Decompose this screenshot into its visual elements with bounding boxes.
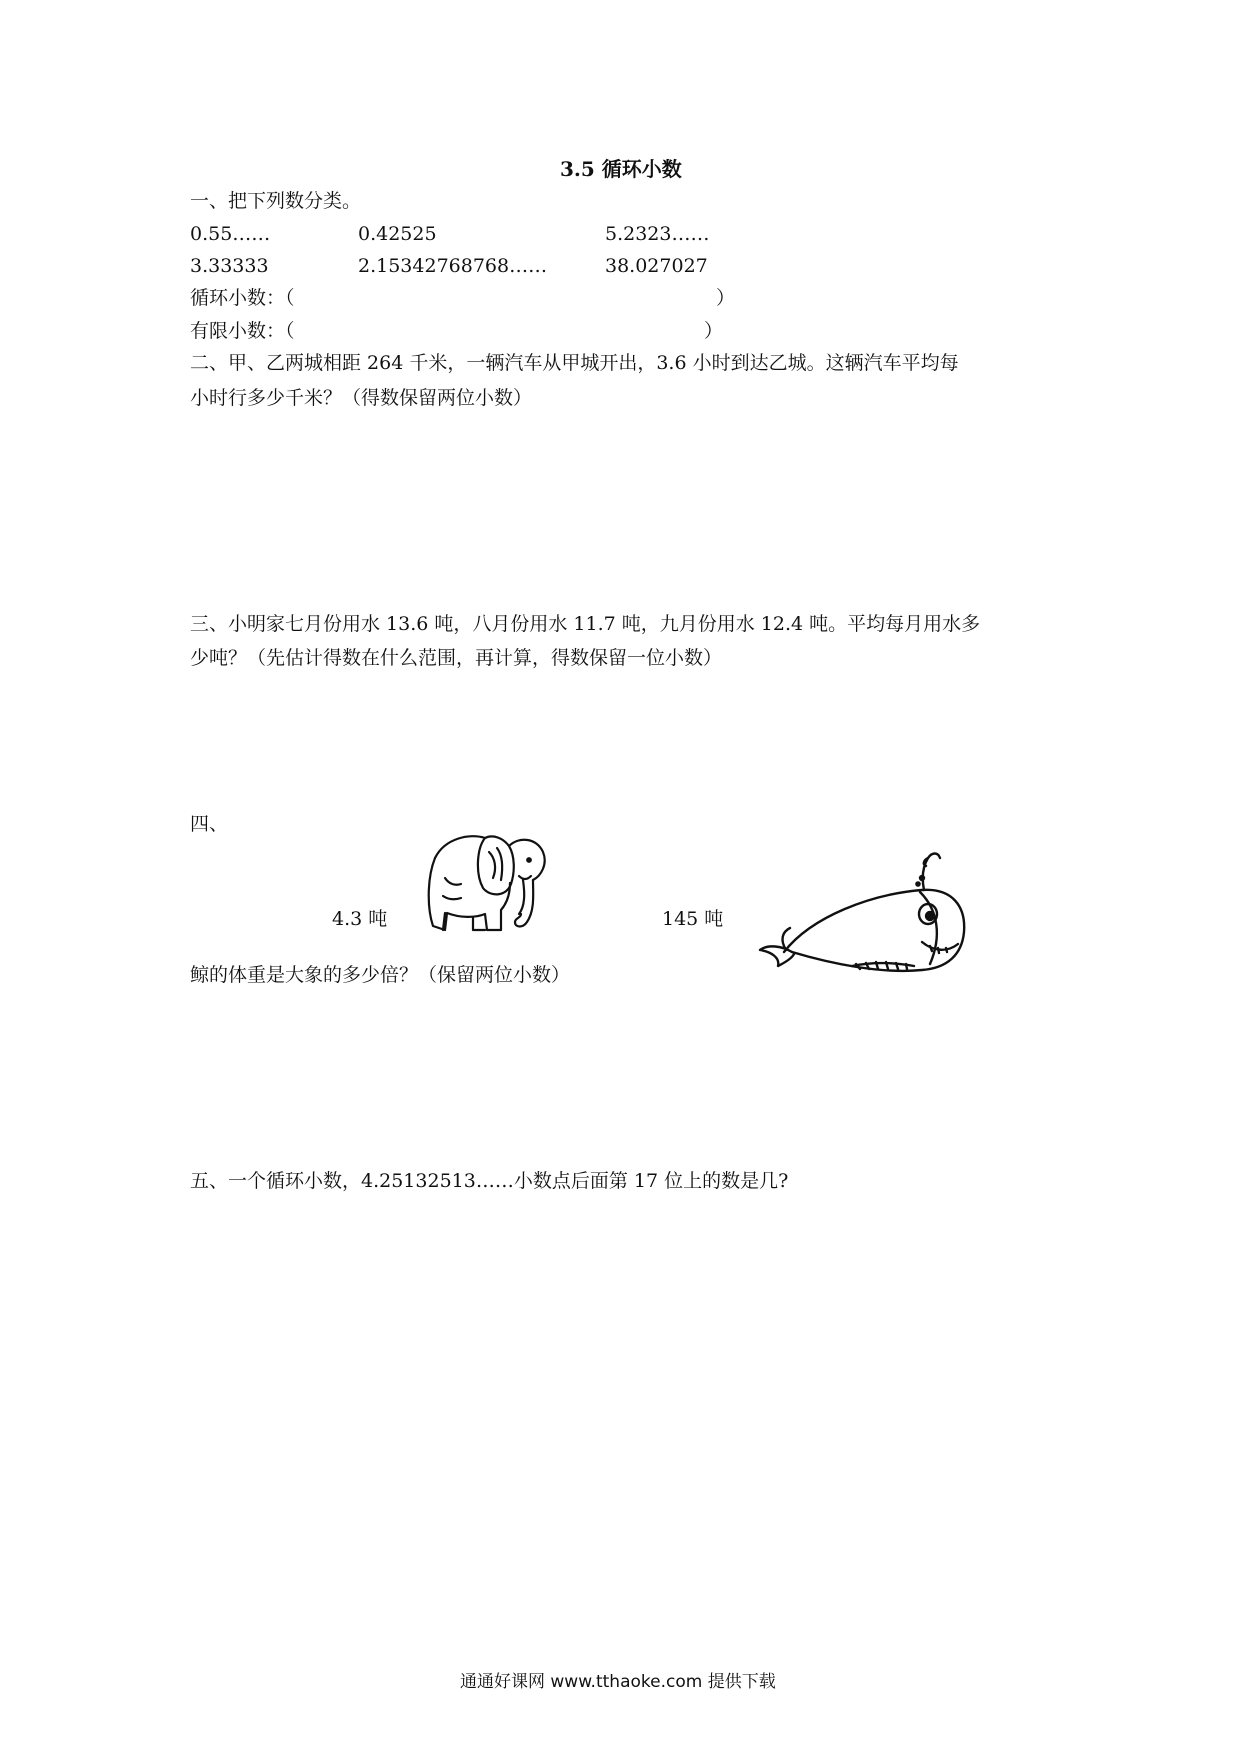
q4-heading: 四、 [190,813,229,835]
q1-number-3: 5.2323…… [605,223,710,245]
elephant-weight: 4.3 吨 [332,908,388,930]
q1-number-6: 38.027027 [605,255,708,277]
q1-number-4: 3.33333 [190,255,269,277]
q1-number-2: 0.42525 [358,223,437,245]
whale-icon [752,840,974,990]
q1-heading: 一、把下列数分类。 [190,190,362,212]
q1-number-1: 0.55…… [190,223,271,245]
q2-line-2: 小时行多少千米？（得数保留两位小数） [190,387,533,409]
q5-line-1: 五、一个循环小数，4.25132513……小数点后面第 17 位上的数是几? [190,1170,789,1192]
footer-credit: 通通好课网 www.tthaoke.com 提供下载 [460,1672,776,1692]
q1-number-5: 2.15342768768…… [358,255,548,277]
whale-weight: 145 吨 [662,908,724,930]
q1-finite-close: ） [704,320,724,342]
q4-question: 鲸的体重是大象的多少倍？（保留两位小数） [190,964,571,986]
q2-line-1: 二、甲、乙两城相距 264 千米，一辆汽车从甲城开出，3.6 小时到达乙城。这辆汽车平均每 [190,352,959,374]
q3-line-1: 三、小明家七月份用水 13.6 吨，八月份用水 11.7 吨，九月份用水 12.4 吨。平均每月用水多 [190,613,981,635]
q1-repeating-label: 循环小数：（ [190,287,295,309]
q3-line-2: 少吨？（先估计得数在什么范围，再计算，得数保留一位小数） [190,647,723,669]
q1-finite-label: 有限小数：（ [190,320,295,342]
page-title: 3.5 循环小数 [560,157,682,181]
elephant-icon [415,818,555,948]
q1-repeating-close: ） [716,287,736,309]
